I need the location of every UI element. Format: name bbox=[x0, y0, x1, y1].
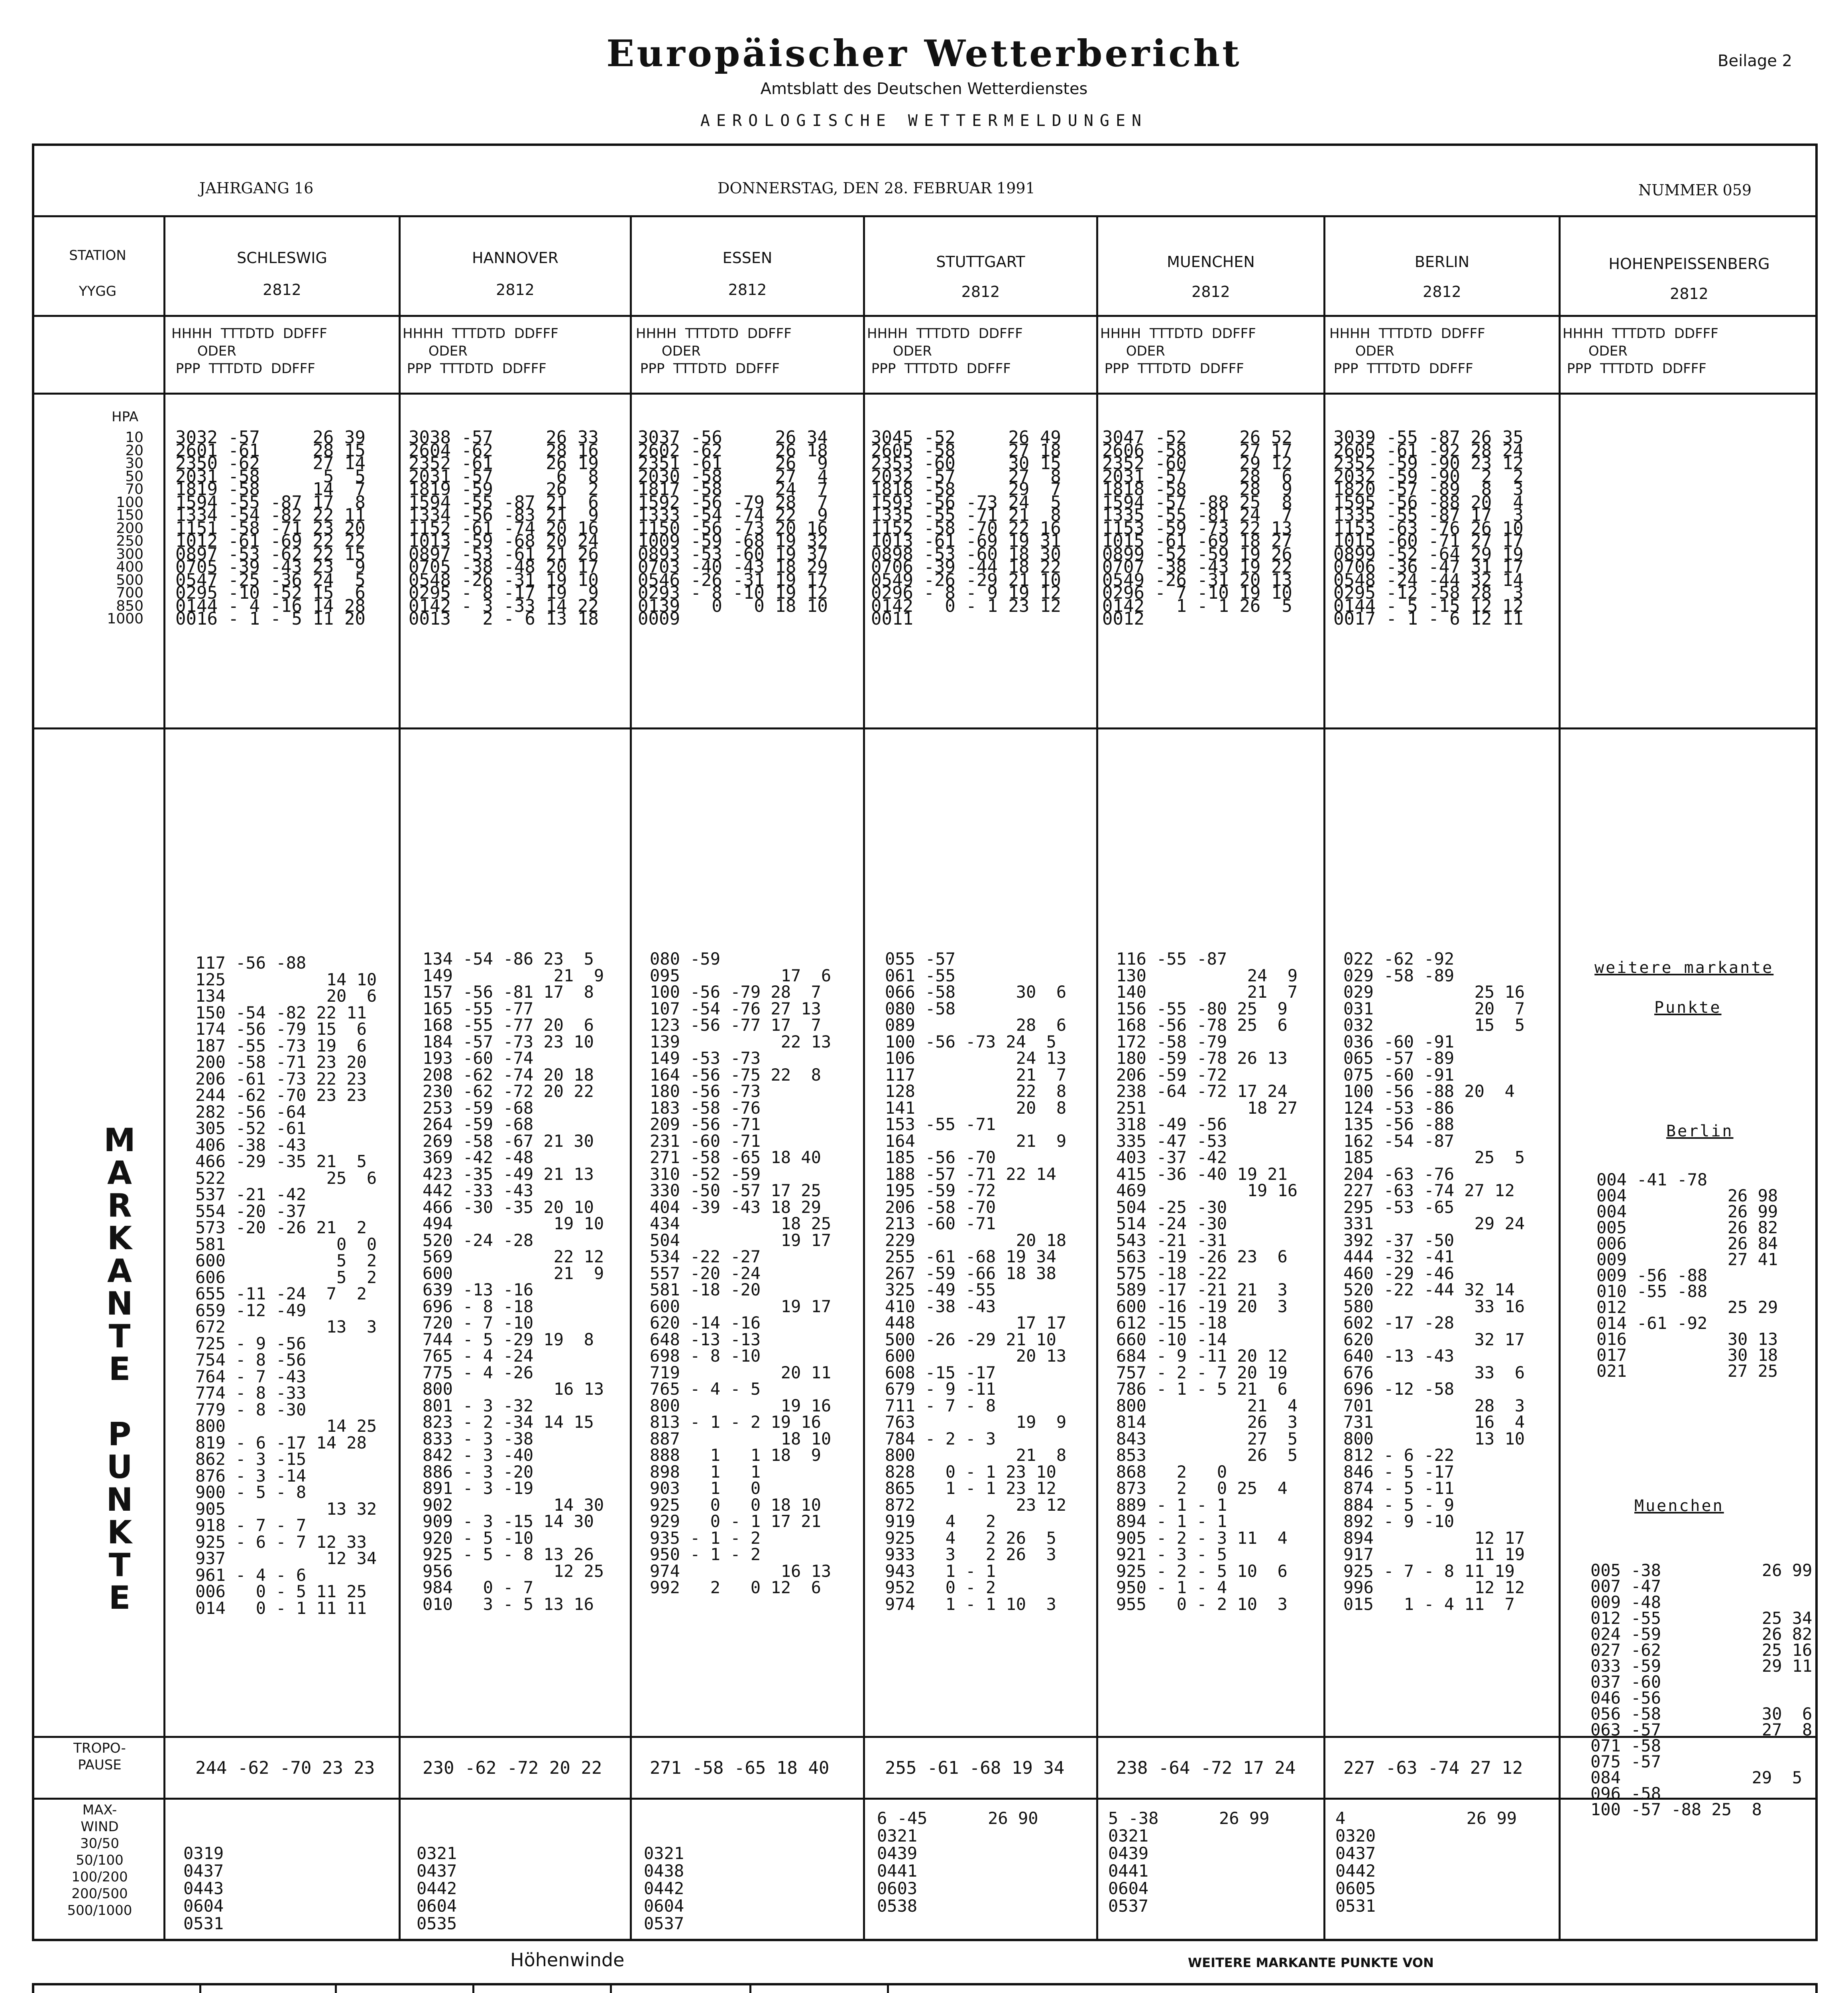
station-name: ESSEN bbox=[722, 249, 773, 267]
rule bbox=[32, 1736, 1818, 1738]
tropopause-stuttgart: 255 -61 -68 19 34 bbox=[885, 1758, 1065, 1778]
issue-number: NUMMER 059 bbox=[1638, 181, 1752, 199]
std-levels-essen: 3037 -56 26 34 2602 -62 26 18 2351 -61 26 9 2030 -58 27 4 1817 -58 24 7 1592 -56 -79 28 7 1333 -54 -74 22 9 1150 -56 -73 20 16 1009 -59 -68 19 32 0893 -53 -60 19 37 0703 -40 -43 18 29 0546 -26 -31 19 17 0293 - 8 -10 19 12 0139 0 0 18 10 0009 bbox=[638, 427, 828, 629]
report-subtitle: Amtsblatt des Deutschen Wetterdienstes bbox=[760, 80, 1088, 98]
tropopause-berlin: 227 -63 -74 27 12 bbox=[1343, 1758, 1523, 1778]
station-yygg: 2812 bbox=[961, 283, 1000, 301]
report-title: Europäischer Wetterbericht bbox=[606, 32, 1242, 75]
station-yygg: 2812 bbox=[263, 281, 301, 299]
station-yygg: 2812 bbox=[728, 281, 767, 299]
rule bbox=[749, 1983, 751, 1993]
column-header: HHHH TTTDTD DDFFF ODER PPP TTTDTD DDFFF bbox=[1563, 326, 1718, 377]
weitere-markante-title: weitere markante bbox=[1594, 959, 1774, 977]
std-levels-muenchen: 3047 -52 26 52 2606 -58 27 17 2352 -60 29 12 2031 -57 28 6 1818 -58 28 9 1594 -57 -88 25 8 1335 -55 -81 24 7 1153 -59 -73 22 13 1015 -61 -69 18 27 0899 -52 -59 19 26 0707 -38 -43 19 22 0549 -26 -31 20 13 0296 - 7 -10 19 10 0142 1 - 1 26 5 0012 bbox=[1102, 427, 1292, 629]
tropopause-label: TROPO- PAUSE bbox=[73, 1740, 126, 1773]
markante-punkte-label: M A R K A N T E P U N K T E bbox=[104, 1122, 136, 1616]
jahrgang: JAHRGANG 16 bbox=[199, 179, 314, 197]
station-name: HOHENPEISSENBERG bbox=[1608, 255, 1770, 273]
rule bbox=[472, 1983, 474, 1993]
rule bbox=[163, 215, 165, 1941]
station-name: STUTTGART bbox=[936, 253, 1025, 271]
column-header: HHHH TTTDTD DDFFF ODER PPP TTTDTD DDFFF bbox=[636, 326, 792, 377]
rule bbox=[1096, 215, 1098, 1941]
station-yygg: 2812 bbox=[496, 281, 535, 299]
column-header: HHHH TTTDTD DDFFF ODER PPP TTTDTD DDFFF bbox=[1329, 326, 1485, 377]
rule bbox=[335, 1983, 337, 1993]
std-levels-hannover: 3038 -57 26 33 2604 -62 28 16 2352 -61 26 19 2031 -57 6 8 1819 -59 26 2 1594 -55 -87 21 6 1334 -56 -83 21 9 1152 -61 -74 20 16 1013 -59 -68 20 24 0897 -53 -61 21 26 0705 -38 -48 20 17 0548 -26 -31 19 10 0295 - 8 -17 19 9 0142 - 3 -33 14 22 0013 2 - 6 13 18 bbox=[409, 427, 599, 629]
page-header bbox=[0, 0, 1848, 151]
rule bbox=[863, 215, 865, 1941]
station-name: SCHLESWIG bbox=[237, 249, 327, 267]
rule bbox=[32, 315, 1818, 317]
maxwind-berlin: 4 26 99 0320 0437 0442 0605 0531 bbox=[1335, 1808, 1517, 1916]
yygg-label: YYGG bbox=[79, 283, 117, 299]
tropopause-muenchen: 238 -64 -72 17 24 bbox=[1116, 1758, 1296, 1778]
column-header: HHHH TTTDTD DDFFF ODER PPP TTTDTD DDFFF bbox=[171, 326, 327, 377]
markante-stuttgart: 055 -57 061 -55 066 -58 30 6 080 -58 089 28 6 100 -56 -73 24 5 106 24 13 117 21 7 128 22 8 141 20 8 153 -55 -71 164 21 9 185 -56 -70 188 -57 -71 22 14 195 -59 -72 206 -58 -70 213 -60 -71 229 20 18 255 -61 -68 19 34 267 -59 -66 18 38 325 -49 -55 410 -38 -43 448 17 17 500 -26 -29 21 10 600 20 13 608 -15 -17 679 - 9 -11 711 - 7 - 8 763 19 9 784 - 2 - 3 800 21 8 828 0 - 1 23 10 865 1 - 1 23 12 872 23 12 919 4 2 925 4 2 26 5 933 3 2 26 3 943 1 - 1 952 0 - 2 974 1 - 1 10 3 bbox=[885, 949, 1067, 1614]
station-yygg: 2812 bbox=[1670, 285, 1708, 303]
hoehenwinde-title: Höhenwinde bbox=[510, 1949, 625, 1971]
punkte-title: Punkte bbox=[1654, 998, 1722, 1017]
tropopause-essen: 271 -58 -65 18 40 bbox=[650, 1758, 830, 1778]
station-label: STATION bbox=[69, 248, 126, 263]
maxwind-muenchen: 5 -38 26 99 0321 0439 0441 0604 0537 bbox=[1108, 1808, 1270, 1916]
rule bbox=[32, 1798, 1818, 1800]
std-levels-berlin: 3039 -55 -87 26 35 2605 -61 -92 28 24 2352 -59 -90 23 12 2032 -59 -90 2 2 1820 -57 -89 8 3 1595 -56 -88 20 4 1335 -55 -87 17 3 1153 -63 -76 26 10 1015 -60 -71 27 17 0899 -52 -64 29 19 0706 -36 -47 31 17 0548 -24 -44 32 14 0295 -12 -58 28 3 0144 - 5 -15 12 12 0017 - 1 - 6 12 11 bbox=[1333, 427, 1524, 629]
tropopause-hannover: 230 -62 -72 20 22 bbox=[423, 1758, 602, 1778]
maxwind-schleswig: 0319 0437 0443 0604 0531 bbox=[183, 1844, 224, 1933]
rule bbox=[610, 1983, 612, 1993]
rule bbox=[887, 1983, 889, 1993]
hpa-label: HPA bbox=[112, 409, 139, 425]
issue-date: DONNERSTAG, DEN 28. FEBRUAR 1991 bbox=[718, 179, 1035, 197]
column-header: HHHH TTTDTD DDFFF ODER PPP TTTDTD DDFFF bbox=[1100, 326, 1256, 377]
std-levels-stuttgart: 3045 -52 26 49 2605 -58 27 18 2353 -60 30 15 2032 -57 27 8 1818 -58 29 7 1593 -56 -73 24 5 1335 -55 -71 21 8 1152 -58 -70 22 16 1013 -61 -69 19 31 0898 -53 -60 18 30 0706 -39 -44 18 22 0549 -26 -29 21 10 0296 - 8 - 9 19 12 0142 0 - 1 23 12 0011 bbox=[871, 427, 1061, 629]
station-yygg: 2812 bbox=[1423, 283, 1461, 301]
maxwind-hannover: 0321 0437 0442 0604 0535 bbox=[417, 1844, 457, 1933]
maxwind-label: MAX- WIND 30/50 50/100 100/200 200/500 500/1000 bbox=[67, 1802, 132, 1918]
maxwind-stuttgart: 6 -45 26 90 0321 0439 0441 0603 0538 bbox=[877, 1808, 1038, 1916]
column-header: HHHH TTTDTD DDFFF ODER PPP TTTDTD DDFFF bbox=[403, 326, 558, 377]
markante-essen: 080 -59 095 17 6 100 -56 -79 28 7 107 -54 -76 27 13 123 -56 -77 17 7 139 22 13 149 -53 -73 164 -56 -75 22 8 180 -56 -73 183 -58 -76 209 -56 -71 231 -60 -71 271 -58 -65 18 40 310 -52 -59 330 -50 -57 17 25 404 -39 -43 18 29 434 18 25 504 19 17 534 -22 -27 557 -20 -24 581 -18 -20 600 19 17 620 -14 -16 648 -13 -13 698 - 8 -10 719 20 11 765 - 4 - 5 800 19 16 813 - 1 - 2 19 16 887 18 10 888 1 1 18 9 898 1 1 903 1 0 925 0 0 18 10 929 0 - 1 17 21 935 - 1 - 2 950 - 1 - 2 974 16 13 992 2 0 12 6 bbox=[650, 949, 832, 1597]
pilot-table bbox=[32, 1983, 1818, 1993]
rule bbox=[1323, 215, 1325, 1941]
rule bbox=[199, 1983, 201, 1993]
rule bbox=[1559, 215, 1561, 1941]
rule bbox=[32, 727, 1818, 729]
muenchen-subtitle: Muenchen bbox=[1634, 1497, 1724, 1515]
rule bbox=[399, 215, 401, 1941]
rule bbox=[32, 215, 1818, 217]
hpa-levels: 10 20 30 50 70 100 150 200 250 300 400 500 700 850 1000 bbox=[107, 429, 144, 627]
weitere-berlin: 004 -41 -78 004 26 98 004 26 99 005 26 82 006 26 84 009 27 41 009 -56 -88 010 -55 -88 012 25 29 014 -61 -92 016 30 13 017 30 18 021 27 25 bbox=[1596, 1170, 1778, 1381]
markante-schleswig: 117 -56 -88 125 14 10 134 20 6 150 -54 -82 22 11 174 -56 -79 15 6 187 -55 -73 19 6 200 -58 -71 23 20 206 -61 -73 22 23 244 -62 -70 23 23 282 -56 -64 305 -52 -61 406 -38 -43 466 -29 -35 21 5 522 25 6 537 -21 -42 554 -20 -37 573 -20 -26 21 2 581 0 0 600 5 2 606 5 2 655 -11 -24 7 2 659 -12 -49 672 13 3 725 - 9 -56 754 - 8 -56 764 - 7 -43 774 - 8 -33 779 - 8 -30 800 14 25 819 - 6 -17 14 28 862 - 3 -15 876 - 3 -14 900 - 5 - 8 905 13 32 918 - 7 - 7 925 - 6 - 7 12 33 937 12 34 961 - 4 - 6 006 0 - 5 11 25 014 0 - 1 11 11 bbox=[195, 953, 377, 1618]
berlin-subtitle: Berlin bbox=[1666, 1122, 1734, 1140]
maxwind-essen: 0321 0438 0442 0604 0537 bbox=[644, 1844, 684, 1933]
markante-hannover: 134 -54 -86 23 5 149 21 9 157 -56 -81 17 8 165 -55 -77 168 -55 -77 20 6 184 -57 -73 23 10 193 -60 -74 208 -62 -74 20 18 230 -62 -72 20 22 253 -59 -68 264 -59 -68 269 -58 -67 21 30 369 -42 -48 423 -35 -49 21 13 442 -33 -43 466 -30 -35 20 10 494 19 10 520 -24 -28 569 22 12 600 21 9 639 -13 -16 696 - 8 -18 720 - 7 -10 744 - 5 -29 19 8 765 - 4 -24 775 - 4 -26 800 16 13 801 - 3 -32 823 - 2 -34 14 15 833 - 3 -38 842 - 3 -40 886 - 3 -20 891 - 3 -19 902 14 30 909 - 3 -15 14 30 920 - 5 -10 925 - 5 - 8 13 26 956 12 25 984 0 - 7 010 3 - 5 13 16 bbox=[423, 949, 604, 1614]
markante-muenchen: 116 -55 -87 130 24 9 140 21 7 156 -55 -80 25 9 168 -56 -78 25 6 172 -58 -79 180 -59 -78 26 13 206 -59 -72 238 -64 -72 17 24 251 18 27 318 -49 -56 335 -47 -53 403 -37 -42 415 -36 -40 19 21 469 19 16 504 -25 -30 514 -24 -30 543 -21 -31 563 -19 -26 23 6 575 -18 -22 589 -17 -21 21 3 600 -16 -19 20 3 612 -15 -18 660 -10 -14 684 - 9 -11 20 12 757 - 2 - 7 20 19 786 - 1 - 5 21 6 800 21 4 814 26 3 843 27 5 853 26 5 868 2 0 873 2 0 25 4 889 - 1 - 1 894 - 1 - 1 905 - 2 - 3 11 4 921 - 3 - 5 925 - 2 - 5 10 6 950 - 1 - 4 955 0 - 2 10 3 bbox=[1116, 949, 1298, 1614]
section-title: AEROLOGISCHE WETTERMELDUNGEN bbox=[700, 112, 1148, 130]
std-levels-schleswig: 3032 -57 26 39 2601 -61 28 15 2350 -62 27 14 2031 -58 5 5 1819 -58 14 7 1594 -55 -87 17 8 1334 -54 -82 22 11 1151 -58 -71 23 20 1012 -61 -69 22 22 0897 -53 -62 22 15 0705 -39 -43 23 9 0547 -25 -36 24 5 0295 -10 -52 15 6 0144 - 4 -16 14 28 0016 - 1 - 5 11 20 bbox=[175, 427, 366, 629]
station-yygg: 2812 bbox=[1191, 283, 1230, 301]
station-name: BERLIN bbox=[1414, 253, 1470, 271]
column-header: HHHH TTTDTD DDFFF ODER PPP TTTDTD DDFFF bbox=[867, 326, 1023, 377]
weitere-von-title: WEITERE MARKANTE PUNKTE VON bbox=[1188, 1955, 1434, 1970]
tropopause-schleswig: 244 -62 -70 23 23 bbox=[195, 1758, 375, 1778]
station-name: MUENCHEN bbox=[1167, 253, 1255, 271]
markante-berlin: 022 -62 -92 029 -58 -89 029 25 16 031 20 7 032 15 5 036 -60 -91 065 -57 -89 075 -60 -91 100 -56 -88 20 4 124 -53 -86 135 -56 -88 162 -54 -87 185 25 5 204 -63 -76 227 -63 -74 27 12 295 -53 -65 331 29 24 392 -37 -50 444 -32 -41 460 -29 -46 520 -22 -44 32 14 580 33 16 602 -17 -28 620 32 17 640 -13 -43 676 33 6 696 -12 -58 701 28 3 731 16 4 800 13 10 812 - 6 -22 846 - 5 -17 874 - 5 -11 884 - 5 - 9 892 - 9 -10 894 12 17 917 11 19 925 - 7 - 8 11 19 996 12 12 015 1 - 4 11 7 bbox=[1343, 949, 1525, 1614]
rule bbox=[32, 393, 1818, 395]
rule bbox=[630, 215, 632, 1941]
beilage-label: Beilage 2 bbox=[1718, 52, 1792, 70]
station-name: HANNOVER bbox=[472, 249, 559, 267]
weitere-muenchen: 005 -38 26 99 007 -47 009 -48 012 -55 25 34 024 -59 26 82 027 -62 25 16 033 -59 29 11 037 -60 046 -56 056 -58 30 6 063 -57 27 8 071 -58 075 -57 084 29 5 096 -58 100 -57 -88 25 8 bbox=[1590, 1561, 1813, 1819]
